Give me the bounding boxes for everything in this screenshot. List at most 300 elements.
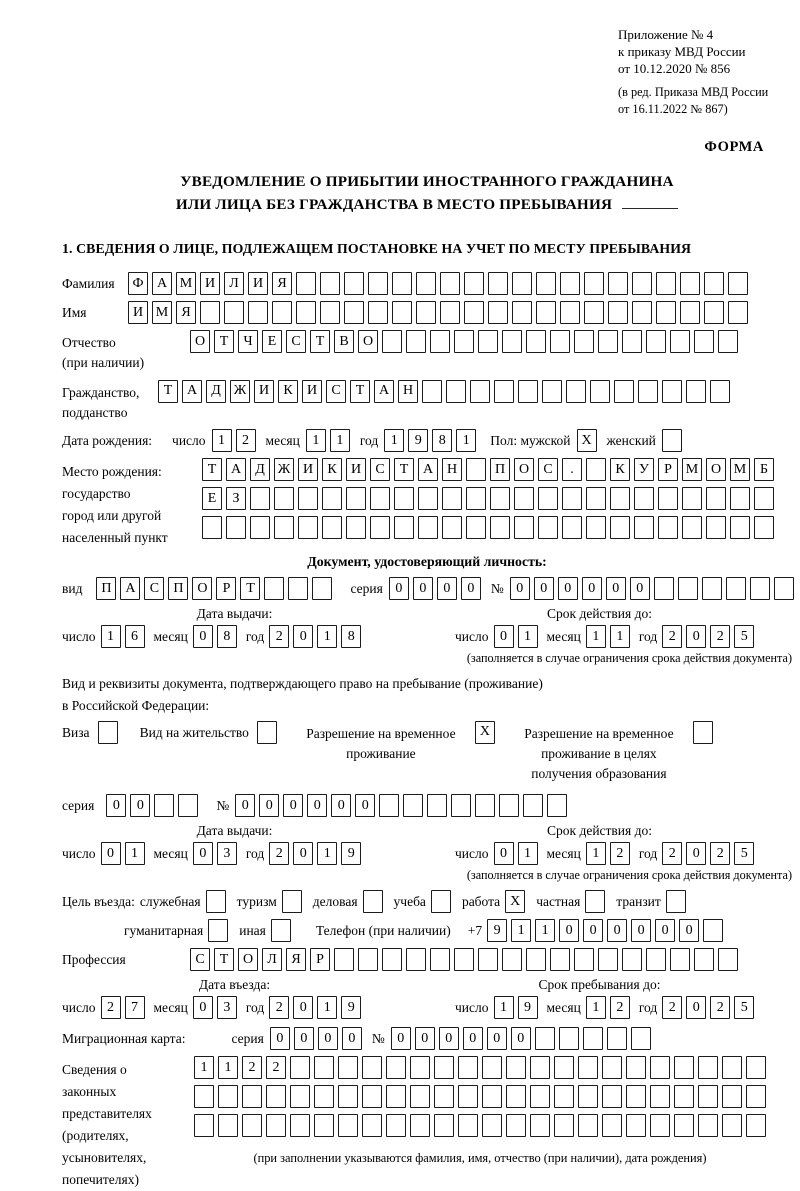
char-box[interactable] (418, 487, 438, 510)
char-box[interactable] (386, 1085, 406, 1108)
char-box[interactable]: О (514, 458, 534, 481)
char-box[interactable]: 0 (606, 577, 626, 600)
char-box[interactable] (464, 301, 484, 324)
char-box[interactable] (514, 487, 534, 510)
char-box[interactable]: П (96, 577, 116, 600)
char-box[interactable] (722, 1114, 742, 1137)
char-box[interactable]: А (152, 272, 172, 295)
char-box[interactable] (538, 487, 558, 510)
char-box[interactable] (242, 1085, 262, 1108)
char-box[interactable] (662, 380, 682, 403)
char-box[interactable] (728, 301, 748, 324)
char-box[interactable]: 1 (511, 919, 531, 942)
char-box[interactable]: Т (350, 380, 370, 403)
char-box[interactable]: 0 (293, 996, 313, 1019)
id-valid-year-input[interactable] (662, 625, 754, 648)
char-box[interactable]: К (278, 380, 298, 403)
char-box[interactable]: 8 (341, 625, 361, 648)
char-box[interactable]: И (254, 380, 274, 403)
stay-valid-month-input[interactable] (586, 842, 630, 865)
char-box[interactable]: . (562, 458, 582, 481)
char-box[interactable] (704, 272, 724, 295)
char-box[interactable]: 0 (293, 842, 313, 865)
char-box[interactable] (314, 1085, 334, 1108)
char-box[interactable]: Я (272, 272, 292, 295)
char-box[interactable]: М (176, 272, 196, 295)
char-box[interactable] (362, 1056, 382, 1079)
char-box[interactable] (290, 1085, 310, 1108)
char-box[interactable] (427, 794, 447, 817)
char-box[interactable]: А (226, 458, 246, 481)
char-box[interactable] (702, 577, 722, 600)
char-box[interactable]: 6 (125, 625, 145, 648)
char-box[interactable]: 9 (341, 842, 361, 865)
char-box[interactable]: С (144, 577, 164, 600)
char-box[interactable]: 1 (456, 429, 476, 452)
char-box[interactable]: 0 (437, 577, 457, 600)
char-box[interactable]: Ж (230, 380, 250, 403)
char-box[interactable] (554, 1114, 574, 1137)
gender-male-checkbox[interactable]: X (577, 429, 597, 452)
char-box[interactable] (554, 1056, 574, 1079)
char-box[interactable]: 0 (511, 1027, 531, 1050)
char-box[interactable]: 3 (217, 842, 237, 865)
char-box[interactable]: 8 (432, 429, 452, 452)
char-box[interactable] (194, 1085, 214, 1108)
char-box[interactable] (718, 330, 738, 353)
char-box[interactable]: 1 (518, 625, 538, 648)
char-box[interactable] (290, 1056, 310, 1079)
char-box[interactable] (638, 380, 658, 403)
char-box[interactable] (322, 487, 342, 510)
char-box[interactable] (482, 1056, 502, 1079)
char-box[interactable] (586, 458, 606, 481)
char-box[interactable]: 0 (607, 919, 627, 942)
char-box[interactable]: 0 (494, 625, 514, 648)
char-box[interactable]: Т (158, 380, 178, 403)
purpose-private-checkbox[interactable] (585, 890, 605, 913)
birth-day-input[interactable] (212, 429, 256, 452)
char-box[interactable]: Т (214, 948, 234, 971)
char-box[interactable] (694, 330, 714, 353)
char-box[interactable] (774, 577, 794, 600)
char-box[interactable] (382, 330, 402, 353)
citizenship-input[interactable] (158, 380, 730, 403)
char-box[interactable]: 2 (269, 842, 289, 865)
char-box[interactable]: 2 (662, 996, 682, 1019)
char-box[interactable] (338, 1056, 358, 1079)
entry-month-input[interactable] (193, 996, 237, 1019)
char-box[interactable] (264, 577, 284, 600)
char-box[interactable]: И (346, 458, 366, 481)
char-box[interactable]: 1 (306, 429, 326, 452)
char-box[interactable]: А (418, 458, 438, 481)
char-box[interactable]: 9 (341, 996, 361, 1019)
purpose-humanitarian-checkbox[interactable] (208, 919, 228, 942)
char-box[interactable]: 9 (487, 919, 507, 942)
char-box[interactable] (202, 516, 222, 539)
char-box[interactable] (224, 301, 244, 324)
char-box[interactable] (358, 948, 378, 971)
birthplace-line3-input[interactable] (202, 516, 774, 539)
char-box[interactable]: О (358, 330, 378, 353)
char-box[interactable]: С (370, 458, 390, 481)
char-box[interactable] (194, 1114, 214, 1137)
char-box[interactable]: 1 (610, 625, 630, 648)
char-box[interactable] (626, 1085, 646, 1108)
stay-until-month-input[interactable] (586, 996, 630, 1019)
char-box[interactable]: П (490, 458, 510, 481)
char-box[interactable] (550, 948, 570, 971)
char-box[interactable] (746, 1114, 766, 1137)
char-box[interactable] (442, 487, 462, 510)
char-box[interactable] (560, 301, 580, 324)
char-box[interactable] (726, 577, 746, 600)
char-box[interactable]: Т (310, 330, 330, 353)
visa-checkbox[interactable] (98, 721, 118, 744)
char-box[interactable] (710, 380, 730, 403)
char-box[interactable] (322, 516, 342, 539)
char-box[interactable] (482, 1085, 502, 1108)
char-box[interactable] (478, 948, 498, 971)
stay-valid-day-input[interactable] (494, 842, 538, 865)
stay-until-year-input[interactable] (662, 996, 754, 1019)
char-box[interactable] (272, 301, 292, 324)
char-box[interactable] (410, 1114, 430, 1137)
char-box[interactable] (674, 1114, 694, 1137)
char-box[interactable] (466, 487, 486, 510)
char-box[interactable] (562, 516, 582, 539)
char-box[interactable] (464, 272, 484, 295)
char-box[interactable] (200, 301, 220, 324)
char-box[interactable] (346, 516, 366, 539)
char-box[interactable] (440, 301, 460, 324)
char-box[interactable] (296, 301, 316, 324)
char-box[interactable] (490, 516, 510, 539)
char-box[interactable] (379, 794, 399, 817)
char-box[interactable] (410, 1056, 430, 1079)
char-box[interactable] (578, 1114, 598, 1137)
id-issue-month-input[interactable] (193, 625, 237, 648)
char-box[interactable]: З (226, 487, 246, 510)
char-box[interactable] (266, 1085, 286, 1108)
char-box[interactable] (632, 301, 652, 324)
char-box[interactable] (583, 1027, 603, 1050)
char-box[interactable]: 9 (408, 429, 428, 452)
representatives-line3-input[interactable] (194, 1114, 766, 1137)
char-box[interactable] (670, 330, 690, 353)
char-box[interactable]: 2 (266, 1056, 286, 1079)
char-box[interactable]: Д (250, 458, 270, 481)
char-box[interactable] (466, 458, 486, 481)
char-box[interactable] (650, 1085, 670, 1108)
char-box[interactable]: 0 (510, 577, 530, 600)
char-box[interactable]: 0 (193, 996, 213, 1019)
char-box[interactable]: 7 (125, 996, 145, 1019)
char-box[interactable]: 0 (494, 842, 514, 865)
char-box[interactable] (607, 1027, 627, 1050)
char-box[interactable] (320, 272, 340, 295)
char-box[interactable] (386, 1114, 406, 1137)
purpose-business-checkbox[interactable] (363, 890, 383, 913)
char-box[interactable]: 2 (610, 996, 630, 1019)
migration-number-input[interactable] (391, 1027, 651, 1050)
char-box[interactable] (622, 330, 642, 353)
char-box[interactable] (562, 487, 582, 510)
char-box[interactable] (512, 301, 532, 324)
char-box[interactable] (499, 794, 519, 817)
birthplace-line2-input[interactable] (202, 487, 774, 510)
gender-female-checkbox[interactable] (662, 429, 682, 452)
purpose-study-checkbox[interactable] (431, 890, 451, 913)
char-box[interactable]: 0 (307, 794, 327, 817)
char-box[interactable] (560, 272, 580, 295)
purpose-official-checkbox[interactable] (206, 890, 226, 913)
char-box[interactable] (248, 301, 268, 324)
char-box[interactable] (490, 487, 510, 510)
char-box[interactable] (392, 272, 412, 295)
char-box[interactable]: 0 (235, 794, 255, 817)
char-box[interactable]: Р (658, 458, 678, 481)
char-box[interactable] (674, 1085, 694, 1108)
char-box[interactable] (392, 301, 412, 324)
char-box[interactable] (344, 272, 364, 295)
char-box[interactable] (314, 1114, 334, 1137)
char-box[interactable] (608, 272, 628, 295)
char-box[interactable]: 0 (582, 577, 602, 600)
stay-number-input[interactable] (235, 794, 567, 817)
char-box[interactable] (334, 948, 354, 971)
char-box[interactable]: 8 (217, 625, 237, 648)
char-box[interactable] (416, 301, 436, 324)
birth-month-input[interactable] (306, 429, 350, 452)
char-box[interactable]: 0 (389, 577, 409, 600)
char-box[interactable] (634, 516, 654, 539)
char-box[interactable] (722, 1085, 742, 1108)
char-box[interactable] (266, 1114, 286, 1137)
char-box[interactable]: 1 (317, 625, 337, 648)
char-box[interactable]: 5 (734, 996, 754, 1019)
char-box[interactable]: 2 (269, 625, 289, 648)
char-box[interactable] (678, 577, 698, 600)
char-box[interactable] (418, 516, 438, 539)
char-box[interactable] (566, 380, 586, 403)
char-box[interactable]: Р (216, 577, 236, 600)
char-box[interactable] (706, 487, 726, 510)
char-box[interactable]: У (634, 458, 654, 481)
char-box[interactable]: 2 (236, 429, 256, 452)
char-box[interactable]: И (302, 380, 322, 403)
char-box[interactable]: Л (224, 272, 244, 295)
char-box[interactable] (458, 1114, 478, 1137)
given-name-input[interactable] (128, 301, 748, 324)
char-box[interactable] (296, 272, 316, 295)
char-box[interactable] (614, 380, 634, 403)
char-box[interactable]: И (128, 301, 148, 324)
char-box[interactable] (622, 948, 642, 971)
char-box[interactable] (574, 330, 594, 353)
char-box[interactable] (362, 1114, 382, 1137)
char-box[interactable] (730, 487, 750, 510)
stay-issue-year-input[interactable] (269, 842, 361, 865)
char-box[interactable] (586, 516, 606, 539)
char-box[interactable] (626, 1056, 646, 1079)
char-box[interactable] (686, 380, 706, 403)
char-box[interactable] (610, 487, 630, 510)
char-box[interactable]: 0 (130, 794, 150, 817)
char-box[interactable] (320, 301, 340, 324)
char-box[interactable] (478, 330, 498, 353)
char-box[interactable] (536, 272, 556, 295)
char-box[interactable]: Е (262, 330, 282, 353)
char-box[interactable] (488, 301, 508, 324)
char-box[interactable] (626, 1114, 646, 1137)
char-box[interactable]: Т (214, 330, 234, 353)
char-box[interactable]: 1 (212, 429, 232, 452)
char-box[interactable] (386, 1056, 406, 1079)
char-box[interactable] (578, 1056, 598, 1079)
char-box[interactable] (488, 272, 508, 295)
char-box[interactable]: 0 (318, 1027, 338, 1050)
char-box[interactable] (458, 1085, 478, 1108)
char-box[interactable] (538, 516, 558, 539)
char-box[interactable]: Ф (128, 272, 148, 295)
char-box[interactable] (728, 272, 748, 295)
phone-input[interactable] (487, 919, 723, 942)
char-box[interactable] (446, 380, 466, 403)
char-box[interactable] (454, 948, 474, 971)
representatives-line1-input[interactable] (194, 1056, 766, 1079)
char-box[interactable]: 0 (534, 577, 554, 600)
char-box[interactable] (506, 1114, 526, 1137)
char-box[interactable]: И (200, 272, 220, 295)
patronymic-input[interactable] (190, 330, 738, 353)
char-box[interactable] (718, 948, 738, 971)
char-box[interactable] (680, 301, 700, 324)
char-box[interactable] (584, 272, 604, 295)
char-box[interactable] (288, 577, 308, 600)
char-box[interactable] (598, 330, 618, 353)
stay-valid-year-input[interactable] (662, 842, 754, 865)
char-box[interactable]: 3 (217, 996, 237, 1019)
char-box[interactable] (362, 1085, 382, 1108)
char-box[interactable] (406, 330, 426, 353)
stay-series-input[interactable] (106, 794, 198, 817)
char-box[interactable]: 1 (218, 1056, 238, 1079)
char-box[interactable]: 0 (294, 1027, 314, 1050)
char-box[interactable]: К (322, 458, 342, 481)
representatives-line2-input[interactable] (194, 1085, 766, 1108)
char-box[interactable]: А (374, 380, 394, 403)
char-box[interactable]: 2 (269, 996, 289, 1019)
char-box[interactable]: 0 (293, 625, 313, 648)
char-box[interactable] (382, 948, 402, 971)
residence-permit-checkbox[interactable] (257, 721, 277, 744)
char-box[interactable]: В (334, 330, 354, 353)
char-box[interactable] (632, 272, 652, 295)
char-box[interactable] (312, 577, 332, 600)
char-box[interactable] (682, 487, 702, 510)
char-box[interactable] (370, 516, 390, 539)
char-box[interactable] (442, 516, 462, 539)
char-box[interactable] (750, 577, 770, 600)
char-box[interactable]: 2 (610, 842, 630, 865)
char-box[interactable]: Н (398, 380, 418, 403)
char-box[interactable] (502, 330, 522, 353)
char-box[interactable] (430, 948, 450, 971)
char-box[interactable] (698, 1114, 718, 1137)
char-box[interactable] (698, 1085, 718, 1108)
stay-issue-day-input[interactable] (101, 842, 145, 865)
char-box[interactable]: 0 (439, 1027, 459, 1050)
char-box[interactable]: Ч (238, 330, 258, 353)
char-box[interactable] (370, 487, 390, 510)
doc-number-input[interactable] (510, 577, 794, 600)
char-box[interactable] (746, 1085, 766, 1108)
char-box[interactable]: 0 (391, 1027, 411, 1050)
char-box[interactable]: О (192, 577, 212, 600)
char-box[interactable] (703, 919, 723, 942)
char-box[interactable]: 5 (734, 842, 754, 865)
char-box[interactable] (514, 516, 534, 539)
char-box[interactable]: 2 (242, 1056, 262, 1079)
entry-day-input[interactable] (101, 996, 145, 1019)
char-box[interactable] (530, 1085, 550, 1108)
char-box[interactable]: О (706, 458, 726, 481)
char-box[interactable] (250, 516, 270, 539)
migration-series-input[interactable] (270, 1027, 362, 1050)
char-box[interactable] (338, 1085, 358, 1108)
char-box[interactable] (590, 380, 610, 403)
char-box[interactable] (526, 948, 546, 971)
char-box[interactable]: Я (286, 948, 306, 971)
char-box[interactable] (430, 330, 450, 353)
char-box[interactable]: Р (310, 948, 330, 971)
char-box[interactable]: Н (442, 458, 462, 481)
char-box[interactable] (535, 1027, 555, 1050)
char-box[interactable] (298, 487, 318, 510)
char-box[interactable] (410, 1085, 430, 1108)
stay-until-day-input[interactable] (494, 996, 538, 1019)
char-box[interactable]: Я (176, 301, 196, 324)
char-box[interactable]: 2 (662, 625, 682, 648)
char-box[interactable] (698, 1056, 718, 1079)
char-box[interactable]: И (248, 272, 268, 295)
char-box[interactable] (754, 487, 774, 510)
profession-input[interactable] (190, 948, 738, 971)
char-box[interactable] (458, 1056, 478, 1079)
char-box[interactable]: 0 (355, 794, 375, 817)
char-box[interactable]: 1 (586, 842, 606, 865)
char-box[interactable] (674, 1056, 694, 1079)
char-box[interactable] (482, 1114, 502, 1137)
char-box[interactable] (218, 1114, 238, 1137)
surname-input[interactable] (128, 272, 748, 295)
char-box[interactable] (658, 487, 678, 510)
char-box[interactable]: 0 (463, 1027, 483, 1050)
char-box[interactable]: А (120, 577, 140, 600)
char-box[interactable] (646, 948, 666, 971)
char-box[interactable]: 0 (686, 842, 706, 865)
purpose-tourism-checkbox[interactable] (282, 890, 302, 913)
char-box[interactable] (554, 1085, 574, 1108)
char-box[interactable]: С (538, 458, 558, 481)
char-box[interactable]: Ж (274, 458, 294, 481)
char-box[interactable] (466, 516, 486, 539)
char-box[interactable] (416, 272, 436, 295)
char-box[interactable] (394, 516, 414, 539)
char-box[interactable]: 0 (558, 577, 578, 600)
